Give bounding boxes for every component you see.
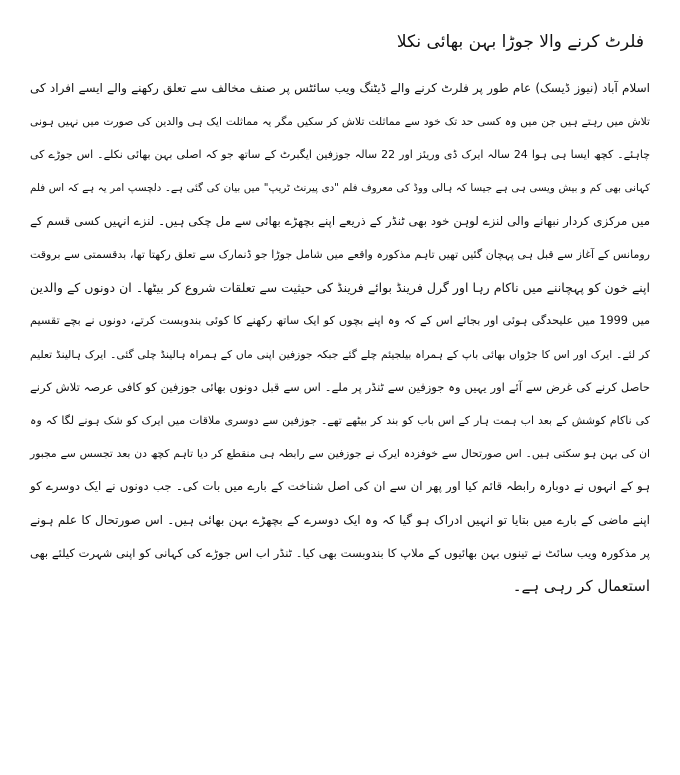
body-line: ان کی بہن ہو سکتی ہیں۔ اس صورتحال سے خوفزدہ ایرک نے جوزفین سے رابطہ ہی منقطع کر دیا تاہم کچھ دن بعد تجسس سے مجبور	[30, 447, 650, 461]
body-line: حاصل کرنے کی غرض سے آئے اور یہیں وہ جوزفین سے ٹنڈر پر ملے۔ اس سے قبل دونوں بھائی جوزفین کو کافی عرصہ تلاش کرنے	[30, 379, 650, 394]
body-line: میں 1999 میں علیحدگی ہوئی اور بجائے اس کے کہ وہ اپنے بچوں کو ایک ساتھ رکھنے کا کوئی بندوبست کرتے، دونوں نے بچے تقسیم	[30, 314, 651, 328]
body-line: تلاش میں رہتے ہیں جن میں وہ کسی حد تک خود سے مماثلت تلاش کر سکیں مگر یہ مماثلت ایک ہی والدین کی صورت میں نہیں ہونی	[30, 115, 650, 129]
body-line: استعمال کر رہی ہے۔	[512, 577, 650, 596]
body-line: چاہئے۔ کچھ ایسا ہی ہوا 24 سالہ ایرک ڈی وریئز اور 22 سالہ جوزفین ایگبرٹ کے ساتھ جو کہ اصلی بہن بھائی نکلے۔ اس جوڑے کی	[30, 148, 651, 162]
body-line: اپنے خون کو پہچاننے میں ناکام رہا اور گرل فرینڈ بوائے فرینڈ کی حیثیت سے تعلقات شروع کر بیٹھا۔ ان دونوں کے والدین	[30, 280, 650, 296]
body-line: کہانی بھی کم و بیش ویسی ہی ہے جیسا کہ ہالی ووڈ کی معروف فلم "دی پیرنٹ ٹریپ" میں بیان کی گئی ہے۔ دلچسپ امر یہ ہے کہ اس فلم	[30, 181, 650, 194]
body-line: کی ناکام کوشش کے بعد اب ہمت ہار کے اس باب کو بند کر بیٹھے تھے۔ جوزفین سے دوسری ملاقات میں ایرک کو شک ہونے لگا کہ وہ	[30, 414, 650, 428]
body-line: میں مرکزی کردار نبھانے والی لنزے لوہن خود بھی ٹنڈر کے ذریعے اپنے بچھڑے بھائی سے مل چکی ہیں۔ لنزے انہیں کسی قسم کے	[30, 213, 650, 228]
headline: فلرٹ کرنے والا جوڑا بہن بھائی نکلا	[396, 32, 644, 52]
body-line: اسلام آباد (نیوز ڈیسک) عام طور پر فلرٹ کرنے والے ڈیٹنگ ویب سائٹس پر صنف مخالف سے تعلق رکھنے والے ایسے افراد کی	[30, 81, 650, 95]
body-line: ہو کے انہوں نے دوبارہ رابطہ قائم کیا اور پھر ان سے ان کی اصل شناخت کے بارے میں بات کی۔ جب دونوں نے ایک دوسرے کو	[30, 479, 650, 494]
body-line: پر مذکورہ ویب سائٹ نے تینوں بہن بھائیوں کے ملاپ کا بندوبست بھی کیا۔ ٹنڈر اب اس جوڑے کی کہانی کو اپنی شہرت کیلئے بھی	[30, 545, 650, 560]
body-line: کر لئے۔ ایرک اور اس کا جڑواں بھائی باپ کے ہمراہ بیلجیئم چلے گئے جبکہ جوزفین اپنی ماں کے ہمراہ ہالینڈ چلی گئی۔ ایرک ہالینڈ تعلیم	[30, 347, 650, 361]
article-body	[30, 72, 650, 603]
body-line: رومانس کے آغاز سے قبل ہی پہچان گئیں تھیں تاہم مذکورہ واقعے میں شامل جوڑا جو ڈنمارک سے تعلق رکھتا تھا، بدقسمتی سے بروقت	[30, 248, 650, 262]
body-line: اپنے ماضی کے بارے میں بتایا تو انہیں ادراک ہو گیا کہ وہ ایک دوسرے کے بچھڑے بہن بھائی ہیں۔ اس صورتحال کا علم ہونے	[30, 512, 650, 527]
